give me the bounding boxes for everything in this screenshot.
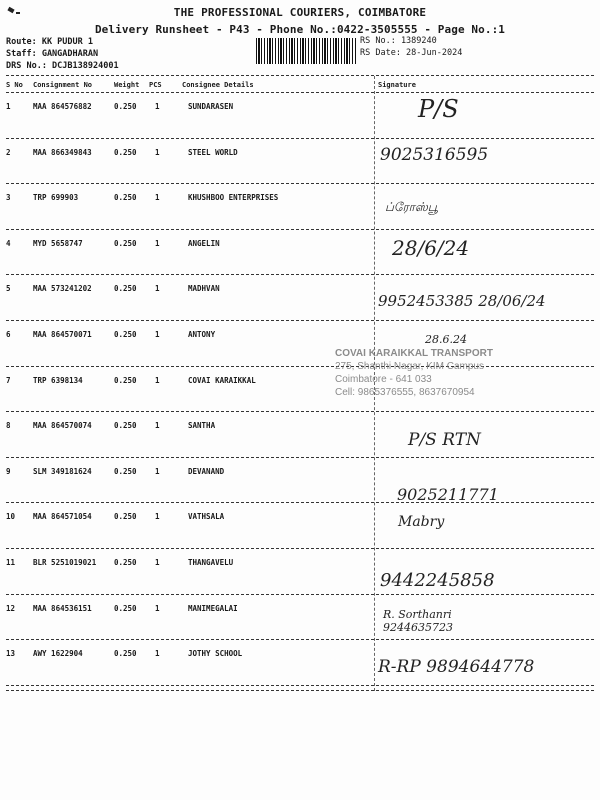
row-weight: 0.250: [114, 147, 137, 157]
row-pcs: 1: [155, 147, 160, 157]
row-sno: 8: [6, 421, 11, 431]
consignee-name: SANTHA: [188, 421, 216, 431]
row-sno: 5: [6, 284, 11, 294]
row-weight: 0.250: [114, 603, 137, 613]
row-weight: 0.250: [114, 238, 137, 248]
table-row: [0, 93, 600, 139]
row-weight: 0.250: [114, 193, 137, 203]
row-pcs: 1: [155, 238, 160, 248]
table-row: [0, 458, 600, 504]
row-sno: 13: [6, 649, 16, 659]
stamp-line: Cell: 9865376555, 8637670954: [335, 387, 475, 398]
consignee-name: MANIMEGALAI: [188, 603, 238, 613]
table-row: [0, 549, 600, 595]
consignee-name: JOTHY SCHOOL: [188, 649, 243, 659]
signature-11: R. Sorthanri 9244635723: [383, 608, 453, 634]
consignment-number: MAA 864570071: [33, 330, 92, 339]
consignment-number: AWY 1622904: [33, 649, 83, 659]
row-pcs: 1: [155, 375, 160, 385]
row-sno: 7: [6, 375, 11, 385]
row-pcs: 1: [155, 284, 160, 294]
row-sno: 2: [6, 147, 11, 157]
consignment-number: TRP 6398134: [33, 375, 83, 385]
row-weight: 0.250: [114, 558, 137, 567]
row-weight: 0.250: [114, 512, 137, 522]
consignment-number: MAA 864571054: [33, 512, 92, 522]
row-weight: 0.250: [114, 649, 137, 659]
row-weight: 0.250: [114, 466, 137, 476]
staff-label: Staff: GANGADHARAN: [6, 49, 99, 59]
consignee-name: KHUSHBOO ENTERPRISES: [188, 193, 279, 203]
consignment-number: MAA 573241202: [33, 284, 92, 294]
table-row: [0, 184, 600, 230]
company-stamp: [335, 347, 560, 427]
consignment-number: SLM 349181624: [33, 466, 92, 476]
row-pcs: 1: [155, 558, 160, 567]
signature-7: P/S RTN: [408, 430, 481, 450]
consignee-name: MADHVAN: [188, 284, 220, 294]
row-weight: 0.250: [114, 375, 137, 385]
signature-6: 28.6.24: [425, 333, 467, 346]
signature-12: R-RP 9894644778: [378, 657, 535, 677]
col-header-weight: Weight: [114, 81, 140, 89]
signature-5: 9952453385 28/06/24: [378, 292, 546, 310]
table-row: [0, 139, 600, 185]
consignment-number: MYD 5658747: [33, 238, 83, 248]
route-label: Route: KK PUDUR 1: [6, 37, 93, 47]
row-sno: 6: [6, 330, 11, 339]
row-pcs: 1: [155, 466, 160, 476]
signature-8: 9025211771: [397, 485, 499, 504]
row-pcs: 1: [155, 512, 160, 522]
row-divider: [6, 685, 594, 686]
consignment-number: MAA 864576882: [33, 102, 92, 111]
row-sno: 11: [6, 558, 16, 567]
signature-2: 9025316595: [380, 145, 489, 165]
header-divider-top: [6, 75, 594, 76]
consignment-number: MAA 866349843: [33, 147, 92, 157]
row-sno: 12: [6, 603, 16, 613]
table-end-divider: [6, 690, 594, 691]
signature-9: Mabry: [398, 514, 445, 530]
row-sno: 4: [6, 238, 11, 248]
consignment-number: MAA 864536151: [33, 603, 92, 613]
consignee-name: ANGELIN: [188, 238, 220, 248]
row-weight: 0.250: [114, 330, 137, 339]
consignee-name: THANGAVELU: [188, 558, 234, 567]
stamp-line: Coimbatore - 641 033: [335, 374, 432, 385]
barcode: [256, 38, 356, 64]
consignee-name: ANTONY: [188, 330, 216, 339]
rs-number: RS No.: 1389240: [360, 36, 437, 46]
row-pcs: 1: [155, 102, 160, 111]
row-pcs: 1: [155, 603, 160, 613]
col-header-signature: Signature: [378, 81, 416, 89]
row-sno: 10: [6, 512, 16, 522]
consignee-name: COVAI KARAIKKAL: [188, 375, 256, 385]
row-pcs: 1: [155, 193, 160, 203]
rs-date: RS Date: 28-Jun-2024: [360, 48, 463, 58]
consignee-name: STEEL WORLD: [188, 147, 238, 157]
row-sno: 1: [6, 102, 11, 111]
table-row: [0, 503, 600, 549]
col-header-consignee: Consignee Details: [182, 81, 254, 89]
table-row: [0, 230, 600, 276]
consignee-name: DEVANAND: [188, 466, 225, 476]
drs-number: DRS No.: DCJB138924001: [6, 61, 119, 71]
row-weight: 0.250: [114, 102, 137, 111]
col-header-sno: S No: [6, 81, 23, 89]
row-pcs: 1: [155, 330, 160, 339]
company-title: THE PROFESSIONAL COURIERS, COIMBATORE: [173, 6, 427, 19]
row-weight: 0.250: [114, 284, 137, 294]
consignment-number: TRP 699903: [33, 193, 79, 203]
consignment-number: BLR 5251019021: [33, 558, 97, 567]
signature-3: ப்ரோஸ்பூ: [385, 200, 438, 214]
row-pcs: 1: [155, 649, 160, 659]
row-sno: 3: [6, 193, 11, 203]
consignment-number: MAA 864570074: [33, 421, 92, 431]
signature-4: 28/6/24: [392, 236, 470, 260]
consignee-name: SUNDARASEN: [188, 102, 234, 111]
row-pcs: 1: [155, 421, 160, 431]
stamp-line: COVAI KARAIKKAL TRANSPORT: [335, 348, 493, 359]
col-header-pcs: PCS: [149, 81, 162, 89]
stamp-line: 275, Shanthi Nagar, KIM Campus: [335, 361, 484, 372]
row-weight: 0.250: [114, 421, 137, 431]
signature-10: 9442245858: [380, 570, 495, 591]
signature-1: P/S: [418, 95, 459, 123]
row-sno: 9: [6, 466, 11, 476]
consignee-name: VATHSALA: [188, 512, 225, 522]
runsheet-subtitle: Delivery Runsheet - P43 - Phone No.:0422-3505555 - Page No.:1: [94, 23, 506, 36]
col-header-consignment: Consignment No: [33, 81, 93, 89]
